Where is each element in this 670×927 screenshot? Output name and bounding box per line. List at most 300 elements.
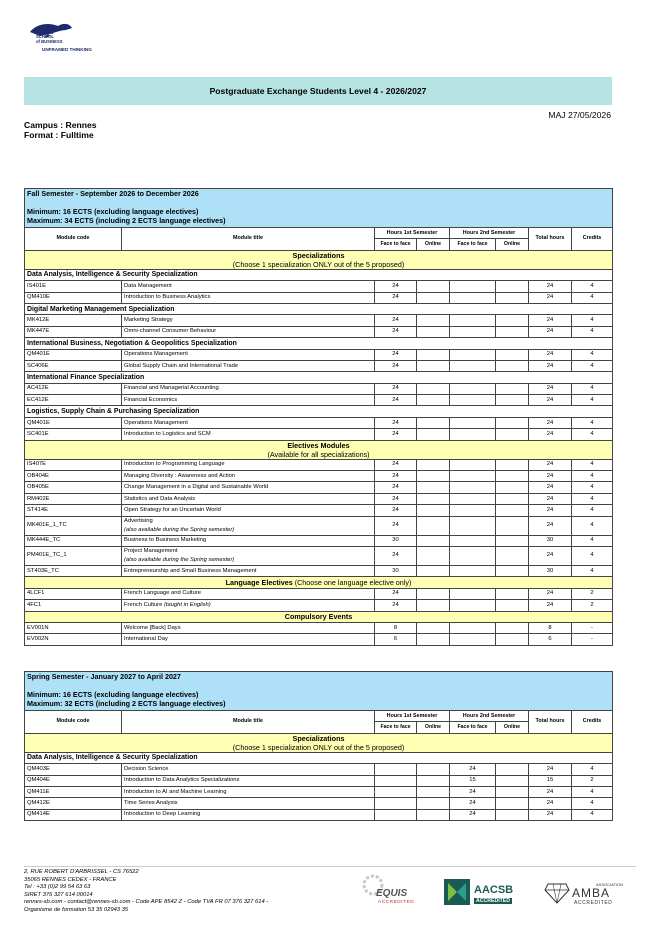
address-line: 35065 RENNES CEDEX - FRANCE (24, 876, 117, 883)
module-title (122, 429, 375, 440)
total-hours: 24 (529, 588, 572, 599)
module-title-text: Welcome [Back] Days (124, 624, 181, 631)
section-header (25, 611, 613, 622)
module-title-text: Introduction to AI and Machine Learning (124, 788, 227, 795)
credits: 4 (572, 546, 613, 565)
table-row (25, 565, 613, 576)
total-hours: 24 (529, 471, 572, 482)
table-row (25, 360, 613, 371)
col-online-2: Online (496, 239, 529, 250)
semester-min: Minimum: 16 ECTS (excluding language electives) (27, 207, 199, 216)
col-face-to-face-2: Face to face (450, 722, 496, 733)
table-row (25, 798, 613, 809)
module-title-text: Change Management in a Digital and Sustainable World (124, 484, 269, 491)
hours-2nd-online (496, 383, 529, 394)
table-row (25, 622, 613, 633)
hours-1st-online (417, 292, 450, 303)
table-row (25, 809, 613, 820)
table-row (25, 535, 613, 546)
module-code: QM403E (25, 764, 122, 775)
module-title-text: Operations Management (124, 351, 188, 358)
amba-diamond-icon (544, 882, 570, 904)
table-row (25, 459, 613, 470)
module-title-text: Financial and Managerial Accounting (124, 385, 219, 392)
module-title (122, 622, 375, 633)
module-title-text: Open Strategy for an Uncertain World (124, 506, 221, 513)
hours-2nd-face (450, 505, 496, 516)
hours-2nd-online (496, 535, 529, 546)
hours-2nd-face (450, 565, 496, 576)
total-hours: 24 (529, 281, 572, 292)
credits: 2 (572, 775, 613, 786)
col-hours-1st: Hours 1st Semester (375, 711, 450, 722)
address-line: rennes-sb.com - contact@rennes-sb.com - Code APE 8542 Z - Code TVA FR 07 376 327 614 - (24, 899, 269, 906)
hours-1st-online (417, 535, 450, 546)
module-title-text: International Day (124, 636, 168, 643)
table-row (25, 395, 613, 406)
hours-1st-online (417, 493, 450, 504)
module-code: SC401E (25, 429, 122, 440)
credits: 4 (572, 349, 613, 360)
module-title (122, 775, 375, 786)
total-hours: 24 (529, 349, 572, 360)
hours-1st-online (417, 546, 450, 565)
table-row (25, 326, 613, 337)
hours-2nd-face: 24 (450, 798, 496, 809)
table-row (25, 764, 613, 775)
hours-1st-face: 24 (375, 360, 417, 371)
hours-1st-face: 24 (375, 281, 417, 292)
hours-2nd-face (450, 395, 496, 406)
module-code: QM414E (25, 809, 122, 820)
credits: 4 (572, 315, 613, 326)
hours-2nd-online (496, 798, 529, 809)
total-hours: 24 (529, 482, 572, 493)
module-title (122, 565, 375, 576)
module-title (122, 482, 375, 493)
section-header (25, 250, 613, 269)
hours-2nd-face: 24 (450, 809, 496, 820)
hours-1st-online (417, 588, 450, 599)
hours-1st-online (417, 360, 450, 371)
table-row (25, 493, 613, 504)
total-hours: 24 (529, 292, 572, 303)
table-row (25, 429, 613, 440)
hours-2nd-face (450, 326, 496, 337)
total-hours: 8 (529, 622, 572, 633)
credits: 4 (572, 383, 613, 394)
module-title (122, 360, 375, 371)
module-title-text: French Culture (124, 601, 163, 608)
module-title-text: Operations Management (124, 419, 188, 426)
credits: - (572, 622, 613, 633)
amba-top: ASSOCIATION (596, 882, 624, 887)
credits: 4 (572, 798, 613, 809)
section-header-row (25, 440, 613, 459)
module-title-text: Statistics and Data Analysis (124, 495, 196, 502)
col-credits: Credits (572, 711, 613, 734)
section-header-row (25, 611, 613, 622)
module-title (122, 809, 375, 820)
module-code: EV001N (25, 622, 122, 633)
footer-address (24, 869, 268, 915)
total-hours: 24 (529, 516, 572, 535)
credits: 2 (572, 588, 613, 599)
hours-2nd-face (450, 535, 496, 546)
hours-2nd-face: 24 (450, 764, 496, 775)
logo-line-1: RENNES (36, 30, 54, 35)
hours-2nd-online (496, 281, 529, 292)
hours-1st-online (417, 634, 450, 645)
hours-2nd-online (496, 292, 529, 303)
section-header-row (25, 577, 613, 588)
module-title (122, 383, 375, 394)
semester-max: Maximum: 32 ECTS (including 2 ECTS language electives) (27, 699, 226, 708)
section-title: Electives Modules (287, 440, 350, 450)
table-row (25, 516, 613, 535)
section-note: (Available for all specializations) (267, 449, 370, 459)
page-title: Postgraduate Exchange Students Level 4 - 2026/2027 (209, 86, 427, 96)
hours-1st-online (417, 482, 450, 493)
credits: 4 (572, 417, 613, 428)
total-hours: 30 (529, 565, 572, 576)
credits: - (572, 634, 613, 645)
module-title-text: Financial Economics (124, 396, 178, 403)
table-row (25, 349, 613, 360)
table-row (25, 775, 613, 786)
col-face-to-face-1: Face to face (375, 239, 417, 250)
module-code: EV002N (25, 634, 122, 645)
hours-1st-online (417, 622, 450, 633)
hours-1st-online (417, 600, 450, 611)
semester-max: Maximum: 34 ECTS (including 2 ECTS language electives) (27, 216, 226, 225)
credits: 2 (572, 600, 613, 611)
module-title (122, 417, 375, 428)
module-title (122, 315, 375, 326)
specialization-row (25, 372, 613, 383)
total-hours: 24 (529, 764, 572, 775)
school-logo (26, 18, 106, 58)
col-total-hours: Total hours (529, 228, 572, 251)
table-row (25, 482, 613, 493)
table-row (25, 471, 613, 482)
hours-2nd-online (496, 764, 529, 775)
table-row (25, 505, 613, 516)
total-hours: 6 (529, 634, 572, 645)
total-hours: 24 (529, 809, 572, 820)
equis-sub: ACCREDITED (378, 900, 415, 905)
hours-1st-face: 30 (375, 535, 417, 546)
hours-2nd-online (496, 775, 529, 786)
credits: 4 (572, 360, 613, 371)
table-row (25, 588, 613, 599)
hours-2nd-online (496, 505, 529, 516)
hours-2nd-face (450, 360, 496, 371)
section-header (25, 577, 613, 588)
module-code: IS407E (25, 459, 122, 470)
amba-sub: ACCREDITED (574, 900, 613, 906)
hours-1st-online (417, 395, 450, 406)
hours-1st-online (417, 565, 450, 576)
module-code: QM412E (25, 798, 122, 809)
credits: 4 (572, 471, 613, 482)
total-hours: 24 (529, 383, 572, 394)
total-hours: 24 (529, 459, 572, 470)
page-title-banner (24, 77, 612, 105)
table-row (25, 315, 613, 326)
table-row (25, 634, 613, 645)
column-header-row (25, 228, 613, 239)
hours-2nd-face: 15 (450, 775, 496, 786)
hours-2nd-face: 24 (450, 786, 496, 797)
aacsb-logo-icon (444, 879, 470, 905)
total-hours: 24 (529, 600, 572, 611)
section-header-row (25, 250, 613, 269)
hours-1st-face: 24 (375, 588, 417, 599)
hours-1st-face: 24 (375, 349, 417, 360)
hours-2nd-online (496, 565, 529, 576)
hours-2nd-face (450, 459, 496, 470)
semester-min: Minimum: 16 ECTS (excluding language electives) (27, 690, 199, 699)
section-note: (Choose one language elective only) (292, 578, 412, 588)
section-title: Specializations (292, 733, 345, 743)
hours-2nd-face (450, 417, 496, 428)
total-hours: 24 (529, 505, 572, 516)
module-title (122, 764, 375, 775)
column-header-row (25, 711, 613, 722)
col-module-title: Module title (122, 228, 375, 251)
hours-2nd-online (496, 326, 529, 337)
hours-1st-online (417, 775, 450, 786)
col-hours-2nd: Hours 2nd Semester (450, 711, 529, 722)
specialization-name: Digital Marketing Management Specialization (25, 303, 613, 314)
module-title-text: Introduction to Data Analytics Specializations (124, 777, 240, 784)
hours-1st-online (417, 459, 450, 470)
specialization-row (25, 338, 613, 349)
module-title-text: Introduction to Logistics and SCM (124, 430, 211, 437)
credits: 4 (572, 565, 613, 576)
hours-1st-online (417, 809, 450, 820)
credits: 4 (572, 505, 613, 516)
specialization-row (25, 406, 613, 417)
hours-1st-online (417, 505, 450, 516)
hours-1st-online (417, 786, 450, 797)
table-row (25, 292, 613, 303)
section-title: Specializations (292, 250, 345, 260)
table-row (25, 786, 613, 797)
col-face-to-face-2: Face to face (450, 239, 496, 250)
hours-2nd-online (496, 360, 529, 371)
col-online-1: Online (417, 239, 450, 250)
hours-1st-face: 24 (375, 516, 417, 535)
module-code: QM401E (25, 417, 122, 428)
hours-2nd-online (496, 459, 529, 470)
hours-2nd-face (450, 622, 496, 633)
credits: 4 (572, 516, 613, 535)
hours-2nd-face (450, 315, 496, 326)
total-hours: 24 (529, 326, 572, 337)
format-label: Format : Fulltime (24, 130, 94, 140)
credits: 4 (572, 764, 613, 775)
total-hours: 24 (529, 786, 572, 797)
hours-1st-face: 8 (375, 622, 417, 633)
hours-2nd-online (496, 622, 529, 633)
hours-2nd-online (496, 588, 529, 599)
table-row (25, 600, 613, 611)
credits: 4 (572, 395, 613, 406)
hours-2nd-online (496, 634, 529, 645)
hours-1st-face: 24 (375, 383, 417, 394)
logo-line-2: SCHOOL (36, 34, 54, 40)
module-code: OB405E (25, 482, 122, 493)
specialization-name: Logistics, Supply Chain & Purchasing Specialization (25, 406, 613, 417)
module-code: MK401E_1_TC (25, 516, 122, 535)
hours-1st-face: 30 (375, 565, 417, 576)
section-note: (Choose 1 specialization ONLY out of the 5 proposed) (232, 259, 405, 269)
credits: 4 (572, 786, 613, 797)
col-module-code: Module code (25, 711, 122, 734)
credits: 4 (572, 429, 613, 440)
hours-2nd-online (496, 516, 529, 535)
hours-1st-face: 24 (375, 459, 417, 470)
total-hours: 30 (529, 535, 572, 546)
hours-2nd-online (496, 315, 529, 326)
credits: 4 (572, 535, 613, 546)
hours-1st-online (417, 281, 450, 292)
hours-2nd-face (450, 281, 496, 292)
address-line: SIRET 376 327 614 00014 (24, 891, 93, 898)
hours-1st-face: 24 (375, 315, 417, 326)
campus-label: Campus : Rennes (24, 120, 97, 130)
module-code: QM404E (25, 775, 122, 786)
hours-1st-face (375, 764, 417, 775)
hours-1st-face (375, 798, 417, 809)
module-title (122, 395, 375, 406)
module-title (122, 600, 375, 611)
col-hours-2nd: Hours 2nd Semester (450, 228, 529, 239)
spring-semester-table (24, 671, 613, 821)
module-code: ST414E (25, 505, 122, 516)
hours-2nd-online (496, 546, 529, 565)
logo-line-3: of BUSINESS (36, 38, 63, 44)
equis-label: EQUIS (376, 888, 408, 899)
total-hours: 24 (529, 429, 572, 440)
hours-2nd-online (496, 493, 529, 504)
section-header (25, 733, 613, 752)
module-code: QM401E (25, 349, 122, 360)
module-title (122, 786, 375, 797)
hours-1st-face: 24 (375, 546, 417, 565)
col-module-code: Module code (25, 228, 122, 251)
col-face-to-face-1: Face to face (375, 722, 417, 733)
module-title-text: Introduction to Programming Language (124, 461, 225, 468)
hours-2nd-online (496, 417, 529, 428)
module-title (122, 634, 375, 645)
hours-1st-face: 24 (375, 600, 417, 611)
module-title (122, 546, 375, 565)
module-note: (taught in English) (163, 601, 211, 608)
col-online-2: Online (496, 722, 529, 733)
module-title-text: Entrepreneurship and Small Business Management (124, 567, 257, 574)
hours-2nd-online (496, 786, 529, 797)
section-title: Compulsory Events (284, 612, 353, 622)
module-title-text: Advertising (124, 517, 153, 524)
amba-label: AMBA (572, 886, 611, 900)
specialization-name: International Finance Specialization (25, 372, 613, 383)
hours-2nd-online (496, 471, 529, 482)
hours-1st-online (417, 429, 450, 440)
address-line: Tel : +33 (0)2 99 54 63 63 (24, 884, 91, 891)
module-title (122, 535, 375, 546)
hours-1st-online (417, 798, 450, 809)
module-code: SC406E (25, 360, 122, 371)
semester-title: Fall Semester - September 2026 to December 2026 (27, 189, 199, 198)
hours-1st-face: 24 (375, 395, 417, 406)
hours-2nd-face (450, 634, 496, 645)
specialization-row (25, 269, 613, 280)
hours-2nd-online (496, 809, 529, 820)
campus-info (24, 120, 97, 140)
hours-2nd-online (496, 429, 529, 440)
module-title-text: Time Series Analysis (124, 800, 178, 807)
module-title-text: Introduction to Deep Learning (124, 811, 201, 818)
module-code: OB404E (25, 471, 122, 482)
hours-2nd-face (450, 546, 496, 565)
hours-1st-online (417, 764, 450, 775)
module-title (122, 588, 375, 599)
hours-1st-online (417, 417, 450, 428)
col-hours-1st: Hours 1st Semester (375, 228, 450, 239)
aacsb-sub: ACCREDITED (476, 898, 511, 904)
logo-tagline: UNFRAMED THINKING (42, 47, 92, 52)
module-code: RM402E (25, 493, 122, 504)
col-module-title: Module title (122, 711, 375, 734)
hours-1st-online (417, 315, 450, 326)
module-title-text: Data Management (124, 282, 172, 289)
specialization-name: Data Analysis, Intelligence & Security Specialization (25, 752, 613, 763)
credits: 4 (572, 292, 613, 303)
hours-2nd-face (450, 383, 496, 394)
hours-2nd-face (450, 600, 496, 611)
specialization-name: Data Analysis, Intelligence & Security Specialization (25, 269, 613, 280)
module-title-text: Global Supply Chain and International Trade (124, 362, 239, 369)
module-title (122, 281, 375, 292)
module-title (122, 505, 375, 516)
module-code: AC412E (25, 383, 122, 394)
fall-semester-table (24, 188, 613, 646)
module-title-text: Decision Science (124, 765, 169, 772)
total-hours: 24 (529, 395, 572, 406)
hours-1st-face: 24 (375, 493, 417, 504)
hours-1st-face: 24 (375, 505, 417, 516)
specialization-row (25, 303, 613, 314)
module-code: PM401E_TC_1 (25, 546, 122, 565)
module-title (122, 292, 375, 303)
credits: 4 (572, 809, 613, 820)
section-note: (Choose 1 specialization ONLY out of the 5 proposed) (232, 742, 405, 752)
module-code: QM410E (25, 292, 122, 303)
update-date: MAJ 27/05/2026 (548, 110, 611, 120)
module-code: IS401E (25, 281, 122, 292)
module-title (122, 516, 375, 535)
specialization-name: International Business, Negotiation & Geopolitics Specialization (25, 338, 613, 349)
module-title (122, 459, 375, 470)
table-row (25, 417, 613, 428)
semester-info (25, 189, 613, 228)
module-code: ST403E_TC (25, 565, 122, 576)
credits: 4 (572, 493, 613, 504)
total-hours: 24 (529, 360, 572, 371)
